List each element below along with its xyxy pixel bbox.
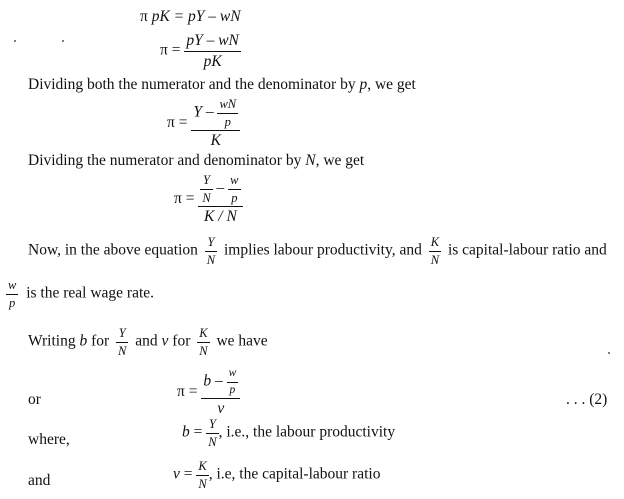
eq1-lhs: pK bbox=[151, 8, 170, 25]
paragraph-text: implies labour productivity, and bbox=[223, 241, 422, 259]
paragraph-writing bbox=[28, 327, 268, 357]
variable-b: b bbox=[79, 332, 88, 350]
definition-b bbox=[182, 418, 395, 448]
variable-N: N bbox=[305, 152, 316, 169]
denominator: v bbox=[217, 400, 225, 417]
fraction bbox=[191, 98, 240, 149]
paragraph-text: Now, in the above equation bbox=[28, 241, 198, 259]
equals-sign: = bbox=[183, 465, 193, 483]
denominator: K / N bbox=[204, 208, 237, 225]
fraction bbox=[184, 33, 241, 69]
label-where: where, bbox=[28, 431, 70, 448]
definition-v bbox=[173, 460, 380, 490]
inner-fraction-w-p bbox=[227, 368, 239, 396]
scan-dot bbox=[62, 40, 64, 42]
variable-p: p bbox=[359, 76, 368, 93]
paragraph-text: Dividing the numerator and denominator by bbox=[28, 152, 302, 169]
inner-numerator: Y bbox=[200, 174, 212, 190]
paragraph-text: we have bbox=[216, 332, 268, 350]
numerator: K bbox=[196, 460, 208, 476]
eq1-rhs: = pY – wN bbox=[173, 8, 241, 25]
pi-symbol: π bbox=[160, 41, 168, 59]
denominator: K bbox=[210, 132, 221, 149]
equation-4 bbox=[174, 174, 243, 225]
label-or: or bbox=[28, 391, 41, 408]
paragraph-text: Dividing both the numerator and the denominator by bbox=[28, 76, 356, 93]
inner-numerator: w bbox=[228, 174, 240, 190]
fraction-w-p bbox=[6, 279, 18, 309]
fraction bbox=[201, 368, 240, 417]
equation-2 bbox=[160, 33, 241, 69]
denominator: N bbox=[199, 343, 208, 358]
numerator bbox=[191, 98, 240, 131]
equals-sign: = bbox=[188, 382, 198, 400]
fraction bbox=[198, 174, 242, 225]
equation-3 bbox=[167, 98, 240, 149]
inner-denominator: p bbox=[229, 383, 236, 396]
equals-sign: = bbox=[185, 189, 195, 207]
paragraph-text-tail: , we get bbox=[315, 152, 365, 169]
equals-sign: = bbox=[178, 113, 188, 131]
paragraph-text: for bbox=[172, 332, 191, 350]
fraction-Y-N bbox=[206, 418, 218, 448]
inner-fraction-Y-N bbox=[200, 174, 212, 204]
equals-sign: = bbox=[193, 423, 203, 441]
paragraph-text: is capital-labour ratio and bbox=[447, 241, 607, 259]
variable-v: v bbox=[161, 332, 169, 350]
minus-sign: – bbox=[205, 103, 214, 121]
label-and: and bbox=[28, 472, 51, 489]
numerator bbox=[201, 368, 240, 399]
definition-text: , i.e, the capital-labour ratio bbox=[208, 465, 381, 483]
scan-dot bbox=[608, 352, 610, 354]
variable-b: b bbox=[182, 423, 190, 441]
scan-dot bbox=[14, 40, 16, 42]
inner-denominator: p bbox=[224, 114, 231, 129]
numerator bbox=[198, 174, 242, 207]
fraction-Y-N bbox=[116, 327, 128, 357]
inner-fraction-w-p bbox=[228, 174, 240, 204]
numerator: Y bbox=[206, 418, 218, 434]
denominator: N bbox=[118, 343, 127, 358]
pi-symbol: π bbox=[177, 382, 185, 400]
denominator: N bbox=[208, 434, 217, 449]
paragraph-text-tail: , we get bbox=[367, 76, 416, 93]
pi-symbol: π bbox=[140, 8, 148, 25]
inner-fraction bbox=[217, 98, 238, 128]
fraction-K-N bbox=[197, 327, 209, 357]
inner-denominator: N bbox=[202, 190, 211, 205]
definition-text: , i.e., the labour productivity bbox=[218, 423, 396, 441]
equals-sign: = bbox=[171, 41, 181, 59]
inner-denominator: p bbox=[231, 190, 238, 205]
paragraph-text: for bbox=[91, 332, 110, 350]
variable-Y: Y bbox=[193, 103, 202, 121]
paragraph-divide-by-N bbox=[28, 152, 364, 170]
fraction-Y-N bbox=[205, 236, 217, 266]
paragraph-now bbox=[28, 236, 607, 266]
denominator: N bbox=[430, 252, 440, 267]
inner-numerator: wN bbox=[217, 98, 238, 114]
fraction-K-N bbox=[429, 236, 441, 266]
paragraph-real-wage bbox=[6, 279, 154, 309]
inner-numerator: w bbox=[227, 368, 239, 383]
equation-number: . . . (2) bbox=[566, 391, 608, 408]
numerator: Y bbox=[205, 236, 217, 252]
numerator: pY – wN bbox=[184, 33, 241, 52]
minus-sign: – bbox=[216, 179, 225, 197]
equation-2-main bbox=[177, 368, 240, 417]
denominator: N bbox=[198, 476, 207, 491]
paragraph-divide-by-p bbox=[28, 76, 416, 94]
numerator: w bbox=[6, 279, 18, 295]
variable-b: b bbox=[203, 372, 212, 390]
minus-sign: – bbox=[214, 372, 223, 390]
numerator: Y bbox=[116, 327, 128, 343]
equation-1 bbox=[140, 8, 241, 26]
paragraph-text: Writing bbox=[28, 332, 76, 350]
variable-v: v bbox=[173, 465, 180, 483]
numerator: K bbox=[429, 236, 441, 252]
numerator: K bbox=[197, 327, 209, 343]
fraction-K-N bbox=[196, 460, 208, 490]
paragraph-text: is the real wage rate. bbox=[26, 284, 155, 302]
denominator: pK bbox=[203, 52, 222, 70]
pi-symbol: π bbox=[174, 189, 182, 207]
denominator: p bbox=[9, 295, 16, 310]
denominator: N bbox=[206, 252, 216, 267]
pi-symbol: π bbox=[167, 113, 175, 131]
paragraph-text: and bbox=[135, 332, 158, 350]
